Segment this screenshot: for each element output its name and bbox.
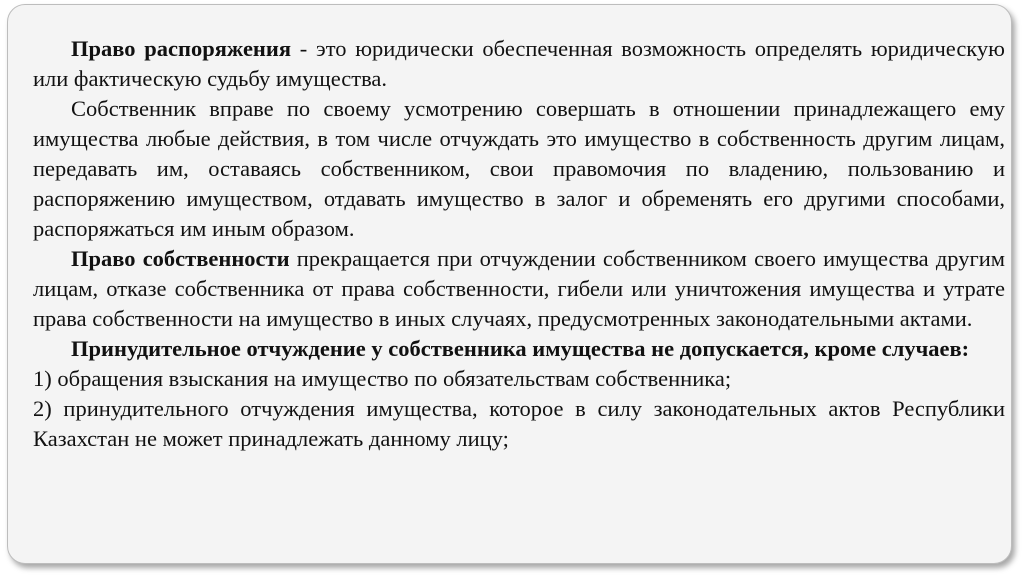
slide-content bbox=[33, 34, 1005, 454]
list-item-2: 2) принудительного отчуждения имущества, которое в силу законодательных актов Республики Казахстан не может принадлежать данному лицу; bbox=[33, 396, 1005, 451]
definition-disposal-right: - это юридически обеспеченная возможность определять юридическую или фактическую судьбу имущества. bbox=[33, 36, 1005, 91]
list-item-1: 1) обращения взыскания на имущество по обязательствам собственника; bbox=[33, 366, 732, 391]
paragraph-ownership-termination bbox=[33, 244, 1005, 334]
paragraph-disposal-right bbox=[33, 34, 1005, 94]
paragraph-forced-alienation: Принудительное отчуждение у собственника имущества не допускается, кроме случаев: bbox=[71, 336, 970, 361]
text-ownership-termination: прекращается при отчуждении собственником своего имущества другим лицам, отказе собственника от права собственности, гибели или уничтожения имущества и утрате права собственности на имущество в иных случаях, предусмотренных законодательными актами. bbox=[33, 246, 1006, 331]
term-ownership-right: Право собственности bbox=[71, 246, 290, 271]
term-disposal-right: Право распоряжения bbox=[71, 36, 292, 61]
paragraph-owner-rights: Собственник вправе по своему усмотрению совершать в отношении принадлежащего ему имущества любые действия, в том числе отчуждать это имущество в собственность другим лицам, передавать им, оставаясь собственником, свои правомочия по владению, пользованию и распоряжению имуществом, отдавать имущество в залог и обременять его другими способами, распоряжаться им иным образом. bbox=[33, 96, 1005, 241]
slide-frame bbox=[7, 4, 1012, 564]
